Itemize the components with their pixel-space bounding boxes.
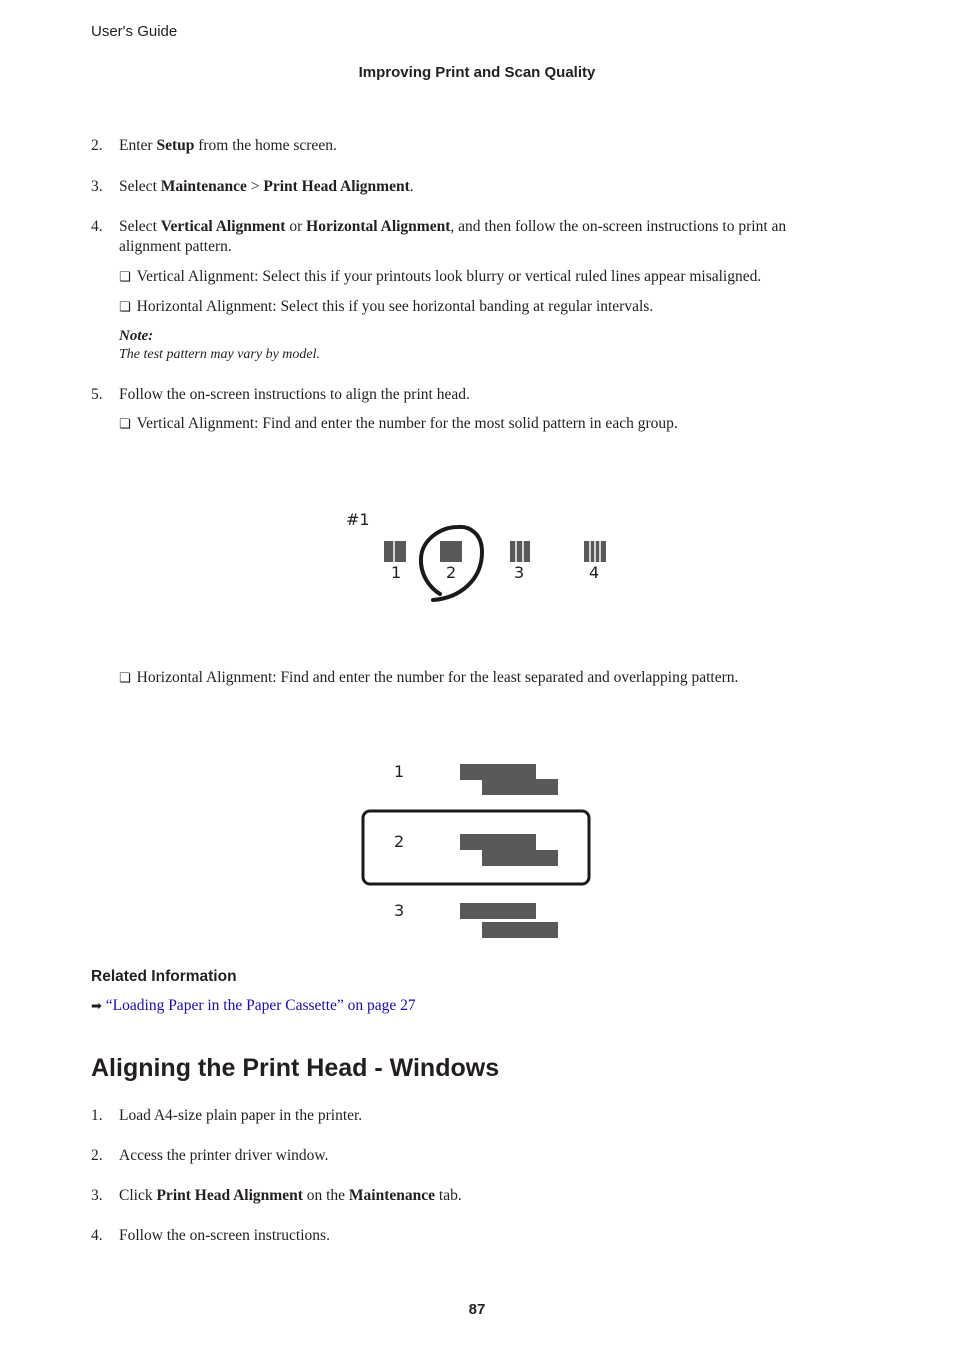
running-header-guide: User's Guide — [91, 23, 178, 40]
win-step-2-number: 2. — [91, 1147, 103, 1164]
related-link-row — [91, 996, 416, 1017]
pattern-bars-2 — [460, 834, 558, 866]
checkbox-bullet-icon: ❏ — [119, 300, 131, 315]
step-4-text-line2: alignment pattern. — [119, 238, 232, 255]
win-step-2-text: Access the printer driver window. — [119, 1147, 329, 1164]
bullet-horizontal-select: ❏ Horizontal Alignment: Select this if you see horizontal banding at regular intervals. — [119, 298, 654, 315]
checkbox-bullet-icon: ❏ — [119, 270, 131, 285]
pattern-label-2: 2 — [394, 832, 405, 851]
step-2-text: Enter Setup from the home screen. — [119, 137, 337, 154]
win-step-3-text: Click Print Head Alignment on the Maintenance tab. — [119, 1187, 462, 1204]
pattern-bars-1 — [460, 764, 558, 795]
pattern-label-1: 1 — [394, 762, 405, 781]
pattern-bars-3 — [460, 903, 558, 938]
pattern-block-2 — [440, 541, 462, 562]
related-information-title: Related Information — [91, 968, 237, 985]
section-heading: Aligning the Print Head - Windows — [91, 1054, 500, 1082]
pattern-group-label: #1 — [346, 510, 370, 529]
note-text: The test pattern may vary by model. — [119, 347, 321, 362]
step-5-text: Follow the on-screen instructions to align the print head. — [119, 386, 470, 403]
step-4-text: Select Vertical Alignment or Horizontal Alignment, and then follow the on-screen instructions to print an — [119, 218, 787, 235]
pattern-block-1 — [384, 541, 406, 562]
pattern-label-3: 3 — [514, 563, 525, 582]
bullet-vertical-find: ❏ Vertical Alignment: Find and enter the number for the most solid pattern in each group. — [119, 415, 678, 432]
pattern-block-4 — [584, 541, 606, 562]
win-step-1-text: Load A4-size plain paper in the printer. — [119, 1107, 363, 1124]
step-3-text: Select Maintenance > Print Head Alignment. — [119, 178, 414, 195]
win-step-4-number: 4. — [91, 1227, 103, 1244]
pattern-label-2: 2 — [446, 563, 457, 582]
related-link-loading-paper[interactable]: “Loading Paper in the Paper Cassette” on page 27 — [105, 997, 416, 1014]
win-step-3-number: 3. — [91, 1187, 103, 1204]
win-step-1-number: 1. — [91, 1107, 103, 1124]
win-step-4-text: Follow the on-screen instructions. — [119, 1227, 330, 1244]
bullet-vertical-select: ❏ Vertical Alignment: Select this if your printouts look blurry or vertical ruled lines appear misaligned. — [119, 268, 762, 285]
horizontal-alignment-pattern — [355, 755, 600, 945]
step-2-number: 2. — [91, 137, 103, 154]
checkbox-bullet-icon: ❏ — [119, 671, 131, 686]
pattern-label-4: 4 — [589, 563, 600, 582]
note-title: Note: — [119, 328, 154, 344]
page-number: 87 — [468, 1301, 486, 1318]
running-header-section: Improving Print and Scan Quality — [358, 64, 596, 81]
vertical-alignment-pattern — [330, 500, 630, 610]
pattern-label-1: 1 — [391, 563, 402, 582]
step-3-number: 3. — [91, 178, 103, 195]
bullet-horizontal-find: ❏ Horizontal Alignment: Find and enter the number for the least separated and overlapping pattern. — [119, 669, 739, 686]
checkbox-bullet-icon: ❏ — [119, 417, 131, 432]
pattern-block-3 — [510, 541, 530, 562]
step-4-number: 4. — [91, 218, 103, 235]
arrow-right-icon: ➡ — [91, 999, 102, 1014]
step-5-number: 5. — [91, 386, 103, 403]
pattern-label-3: 3 — [394, 901, 405, 920]
